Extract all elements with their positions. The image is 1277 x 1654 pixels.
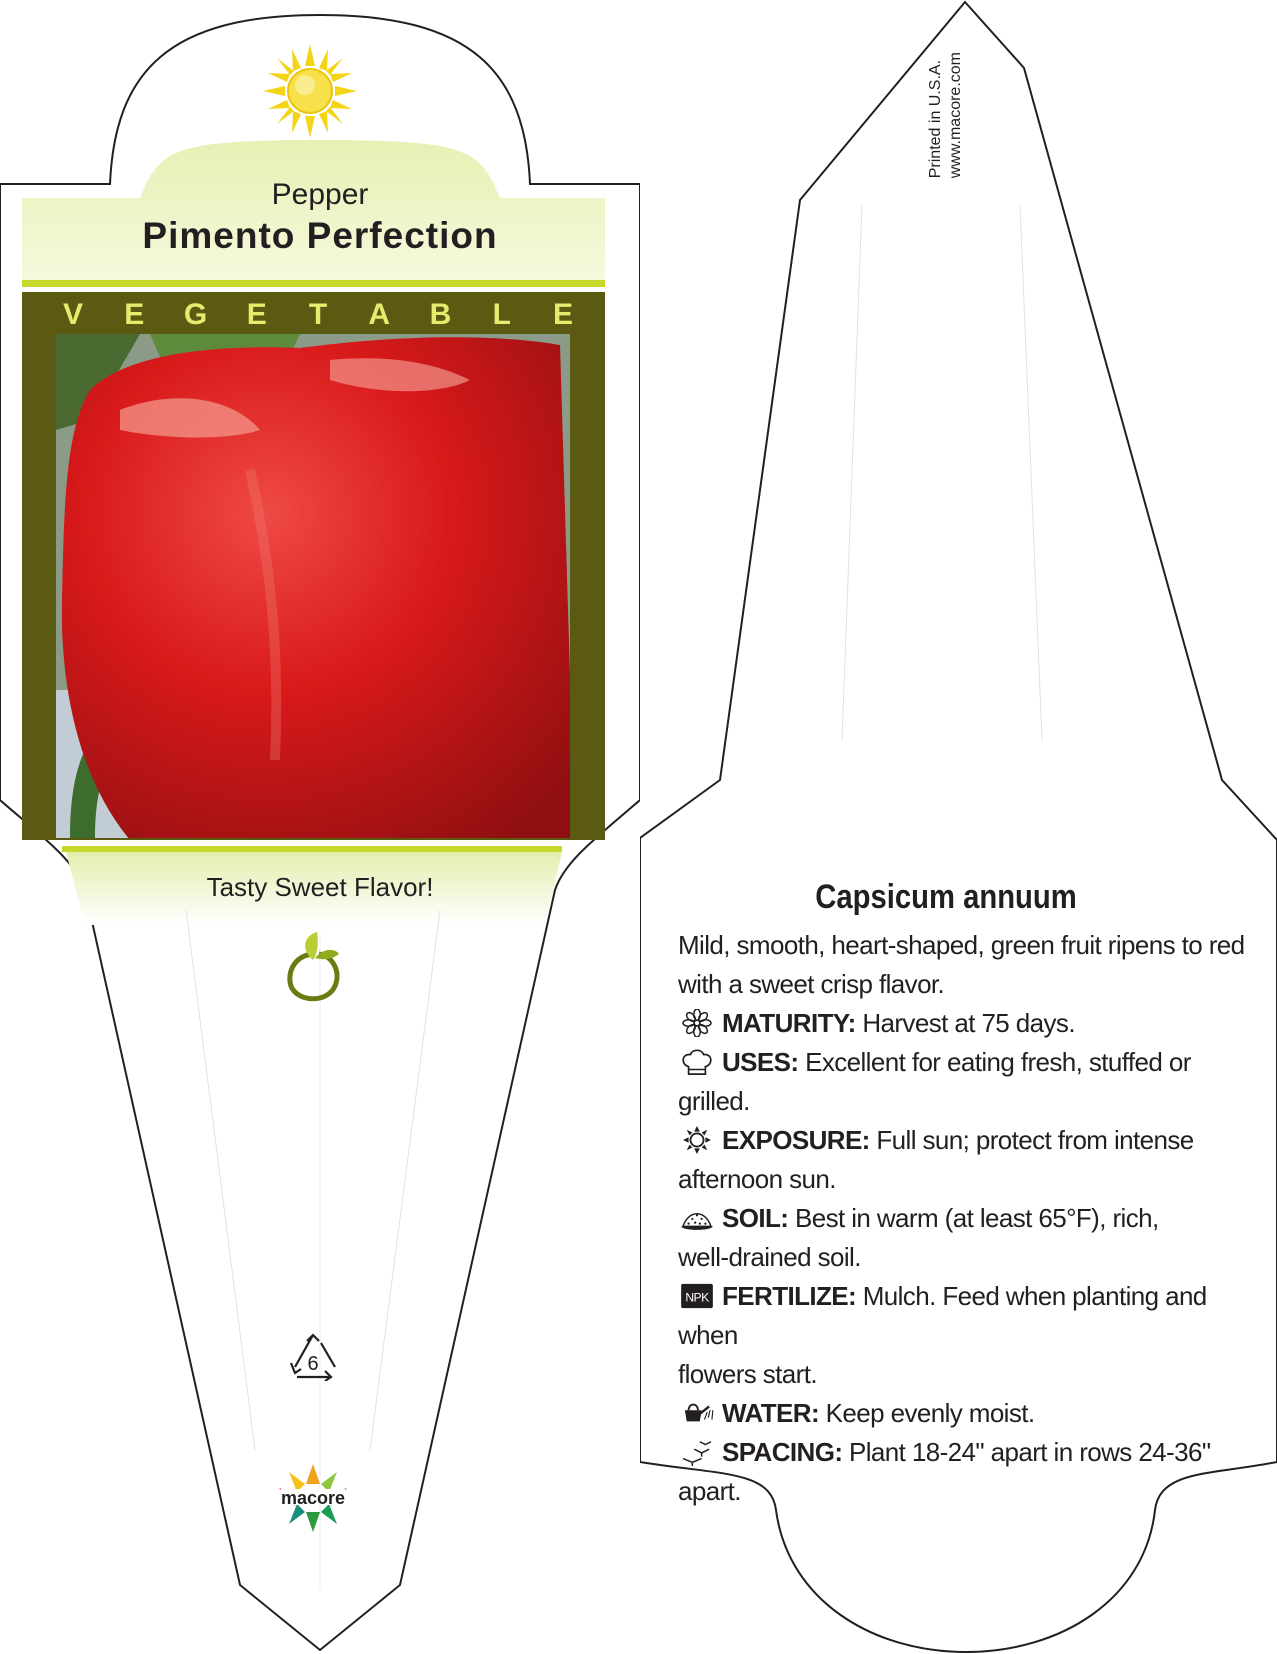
category-banner	[58, 298, 578, 332]
recycle-number: 6	[307, 1353, 319, 1375]
care-text: Mulch. Feed when planting and when	[678, 1281, 1207, 1350]
care-soil	[678, 1199, 1253, 1238]
care-text: Harvest at 75 days.	[855, 1008, 1075, 1038]
category-letter: E	[124, 298, 145, 331]
care-text: Full sun; protect from intense	[869, 1125, 1194, 1155]
care-label: SOIL:	[722, 1203, 789, 1233]
printed-website: www.macore.com	[947, 52, 964, 179]
plant-description	[678, 926, 1253, 1511]
chef-hat-icon	[678, 1048, 716, 1076]
care-label: FERTILIZE:	[722, 1281, 857, 1311]
category-letter: A	[368, 298, 391, 331]
care-continuation: apart.	[678, 1476, 741, 1506]
latin-name: Capsicum annuum	[815, 878, 1077, 916]
pepper-photo	[56, 334, 575, 840]
care-text: Keep evenly moist.	[819, 1398, 1035, 1428]
care-maturity	[678, 1004, 1253, 1043]
care-text: Excellent for eating fresh, stuffed or grilled.	[678, 1047, 1191, 1116]
care-label: USES:	[722, 1047, 799, 1077]
care-label: WATER:	[722, 1398, 820, 1428]
care-continuation: well-drained soil.	[678, 1242, 861, 1272]
soil-icon	[678, 1204, 716, 1232]
sun-icon	[263, 44, 357, 138]
category-letter: G	[183, 298, 208, 331]
care-label: SPACING:	[722, 1437, 843, 1467]
svg-text:NPK: NPK	[685, 1290, 709, 1305]
printed-notice	[926, 52, 1126, 178]
care-label: MATURITY:	[722, 1008, 856, 1038]
care-water	[678, 1394, 1253, 1433]
tagline: Tasty Sweet Flavor!	[206, 872, 434, 902]
category-letter: V	[62, 298, 83, 331]
care-continuation: afternoon sun.	[678, 1164, 836, 1194]
care-continuation: flowers start.	[678, 1359, 817, 1389]
recycle-icon	[287, 1333, 339, 1381]
care-exposure	[678, 1121, 1253, 1160]
variety-name: Pimento Perfection	[142, 215, 498, 256]
flower-icon	[678, 1009, 716, 1037]
brand-name: macore	[280, 1488, 346, 1508]
category-letter: B	[429, 298, 452, 331]
sun-icon	[678, 1126, 716, 1154]
seedling-icon	[678, 1438, 716, 1466]
care-label: EXPOSURE:	[722, 1125, 870, 1155]
category-letter: T	[308, 298, 328, 331]
care-spacing	[678, 1433, 1253, 1472]
description-line: with a sweet crisp flavor.	[678, 969, 945, 999]
care-text: Best in warm (at least 65°F), rich,	[788, 1203, 1159, 1233]
care-fertilize	[678, 1277, 1253, 1355]
category-letter: L	[492, 298, 511, 331]
category-letter: E	[246, 298, 267, 331]
category-letter: E	[552, 298, 573, 331]
description-line: Mild, smooth, heart-shaped, green fruit ripens to red	[678, 930, 1245, 960]
npk-icon	[678, 1282, 716, 1310]
watering-can-icon	[678, 1399, 716, 1427]
care-uses	[678, 1043, 1253, 1121]
printed-country: Printed in U.S.A.	[927, 59, 944, 179]
macore-logo	[270, 1462, 356, 1534]
care-text: Plant 18-24" apart in rows 24-36"	[842, 1437, 1211, 1467]
growth-leaf-icon	[283, 930, 343, 1004]
crop-name: Pepper	[271, 178, 369, 211]
